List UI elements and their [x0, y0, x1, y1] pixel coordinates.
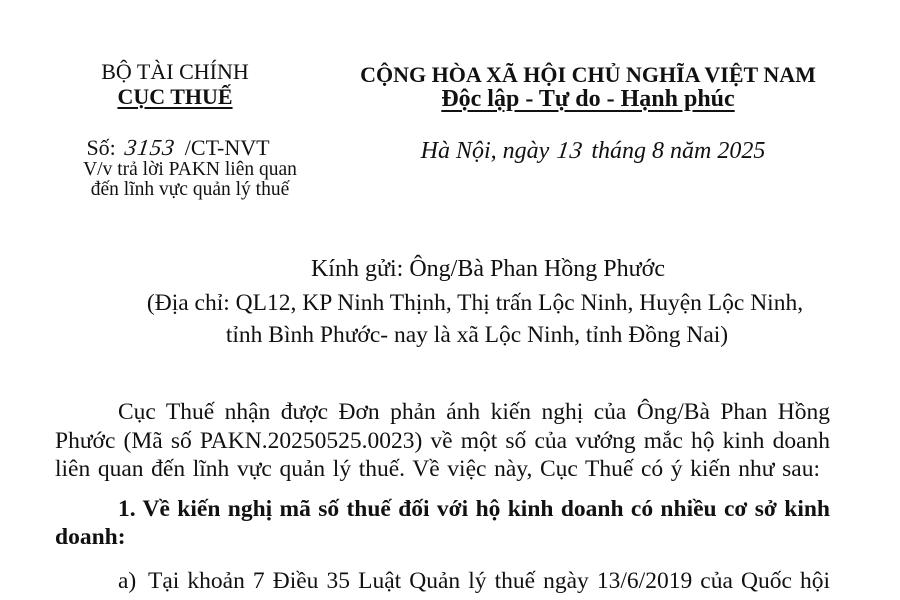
place-date-line	[353, 137, 833, 165]
handwritten-date-day: 13	[555, 138, 586, 164]
motto-line	[328, 85, 848, 113]
subject-line-2: đến lĩnh vực quản lý thuế	[90, 179, 290, 200]
date-prefix: Hà Nội, ngày	[420, 138, 550, 164]
document-number-suffix: /CT-NVT	[184, 135, 270, 160]
section-1-heading-line-1: 1. Về kiến nghị mã số thuế đối với hộ kinh doanh có nhiều cơ sở kinh	[118, 496, 830, 522]
country-name: CỘNG HÒA XÃ HỘI CHỦ NGHĨA VIỆT NAM	[360, 62, 816, 87]
item-a-marker: a)	[118, 568, 137, 594]
handwritten-document-number: 3153	[123, 135, 178, 160]
recipient-address-line-1: (Địa chỉ: QL12, KP Ninh Thịnh, Thị trấn Lộc Ninh, Huyện Lộc Ninh,	[146, 290, 804, 316]
ministry-name: BỘ TÀI CHÍNH	[101, 59, 249, 84]
subject-line-1: V/v trả lời PAKN liên quan	[83, 159, 297, 180]
item-a-text: Tại khoản 7 Điều 35 Luật Quản lý thuế ngày 13/6/2019 của Quốc hội	[148, 568, 830, 594]
recipient-address-line-2: tỉnh Bình Phước- nay là xã Lộc Ninh, tỉnh Đồng Nai)	[225, 322, 729, 348]
section-1-heading-line-2: doanh:	[55, 524, 126, 550]
intro-paragraph-line-2: Phước (Mã số PAKN.20250525.0023) về một số của vướng mắc hộ kinh doanh	[55, 428, 830, 454]
document-number-line	[58, 135, 298, 161]
intro-paragraph-line-3: liên quan đến lĩnh vực quản lý thuế. Về việc này, Cục Thuế có ý kiến như sau:	[55, 456, 820, 482]
national-motto: Độc lập - Tự do - Hạnh phúc	[441, 86, 735, 112]
department-name-line	[55, 84, 295, 110]
document-number-label: Số:	[86, 135, 116, 160]
department-name: CỤC THUẾ	[117, 84, 233, 109]
intro-paragraph-line-1: Cục Thuế nhận được Đơn phản ánh kiến nghị của Ông/Bà Phan Hồng	[118, 399, 830, 425]
date-suffix: tháng 8 năm 2025	[591, 138, 766, 164]
recipient-line: Kính gửi: Ông/Bà Phan Hồng Phước	[310, 256, 666, 282]
